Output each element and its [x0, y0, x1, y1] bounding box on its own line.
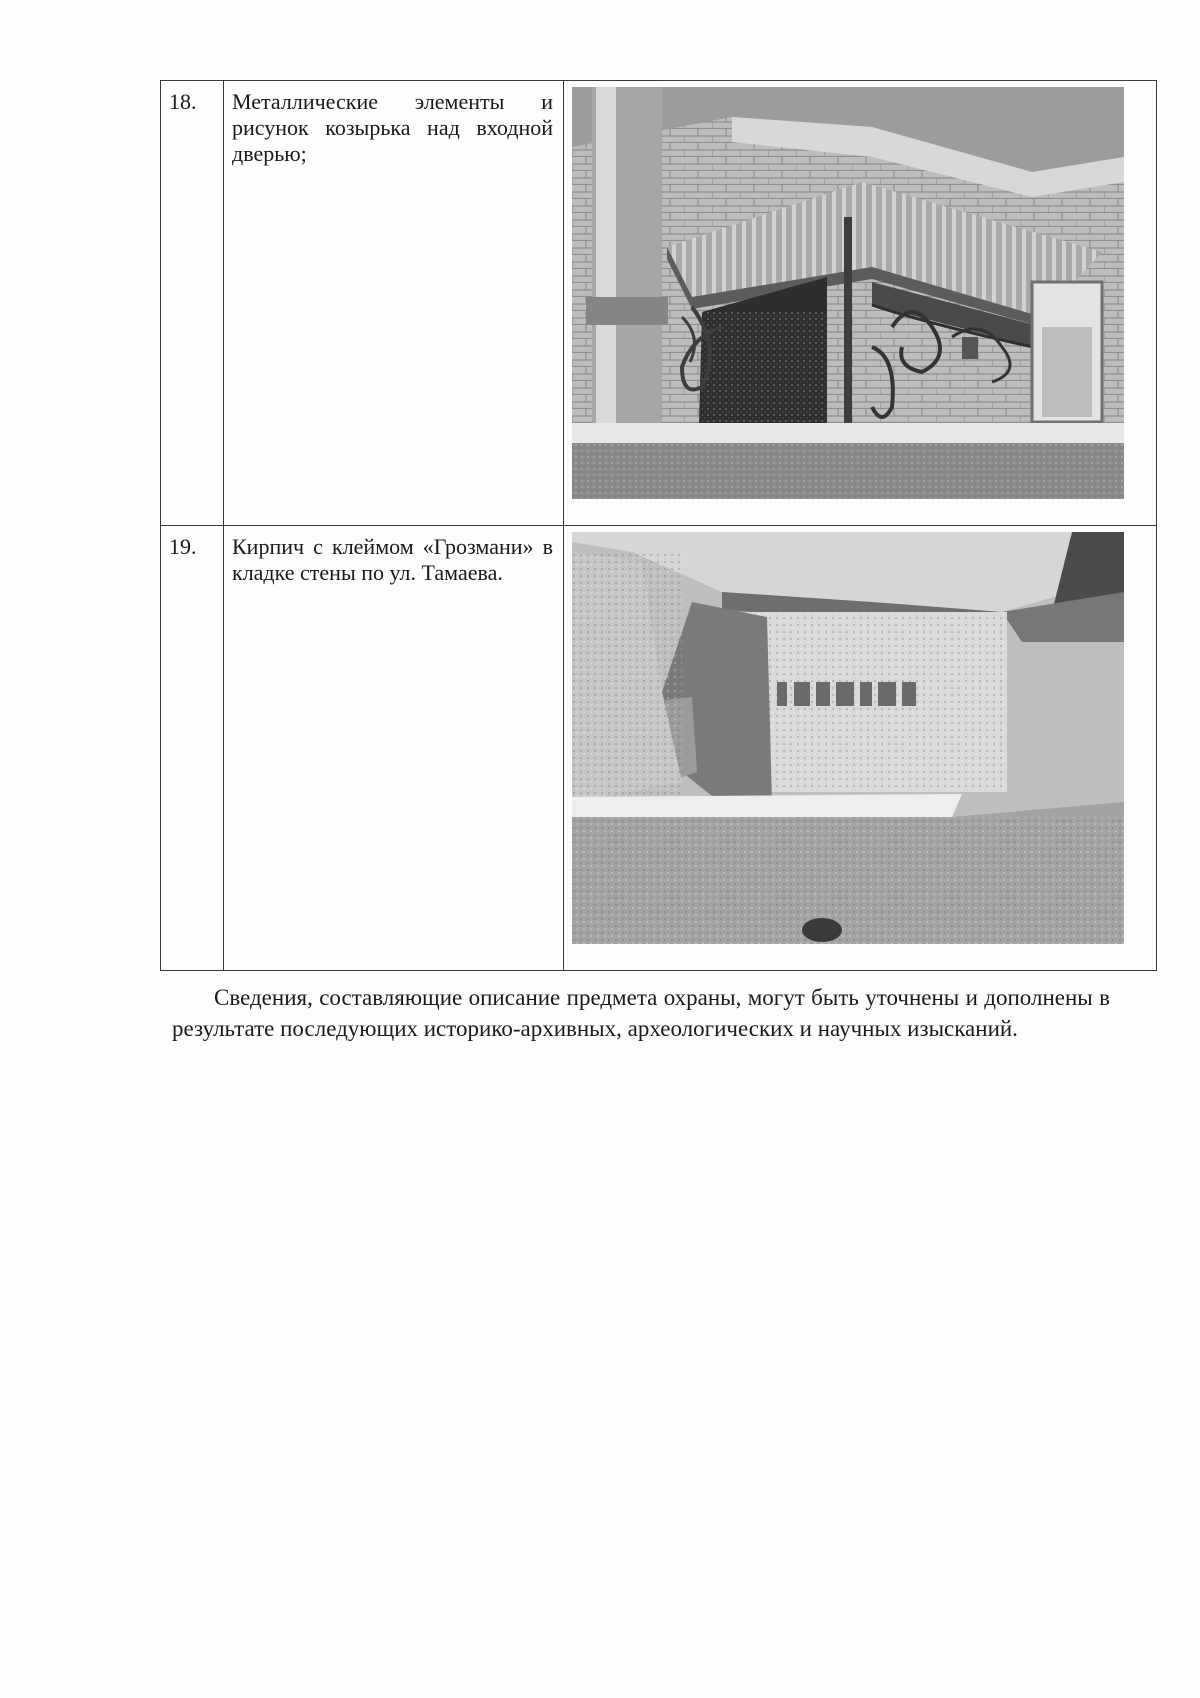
table-row [161, 81, 1157, 526]
brick-stamp-photo [572, 532, 1124, 944]
row-description: Кирпич с клеймом «Грозмани» в кладке стены по ул. Тамаева. [224, 526, 564, 971]
footer-note: Сведения, составляющие описание предмета охраны, могут быть уточнены и дополнены в результате последующих историко-архивных, археологических и научных изысканий. [172, 985, 1110, 1041]
canopy-photo [572, 87, 1124, 499]
row-number: 18. [161, 81, 224, 526]
row-photo-cell [564, 81, 1157, 526]
row-number: 19. [161, 526, 224, 971]
row-photo-cell [564, 526, 1157, 971]
protected-features-table [160, 80, 1157, 971]
table-row [161, 526, 1157, 971]
row-description: Металлические элементы и рисунок козырька над входной дверью; [224, 81, 564, 526]
brick-stamp-mark [777, 682, 916, 706]
